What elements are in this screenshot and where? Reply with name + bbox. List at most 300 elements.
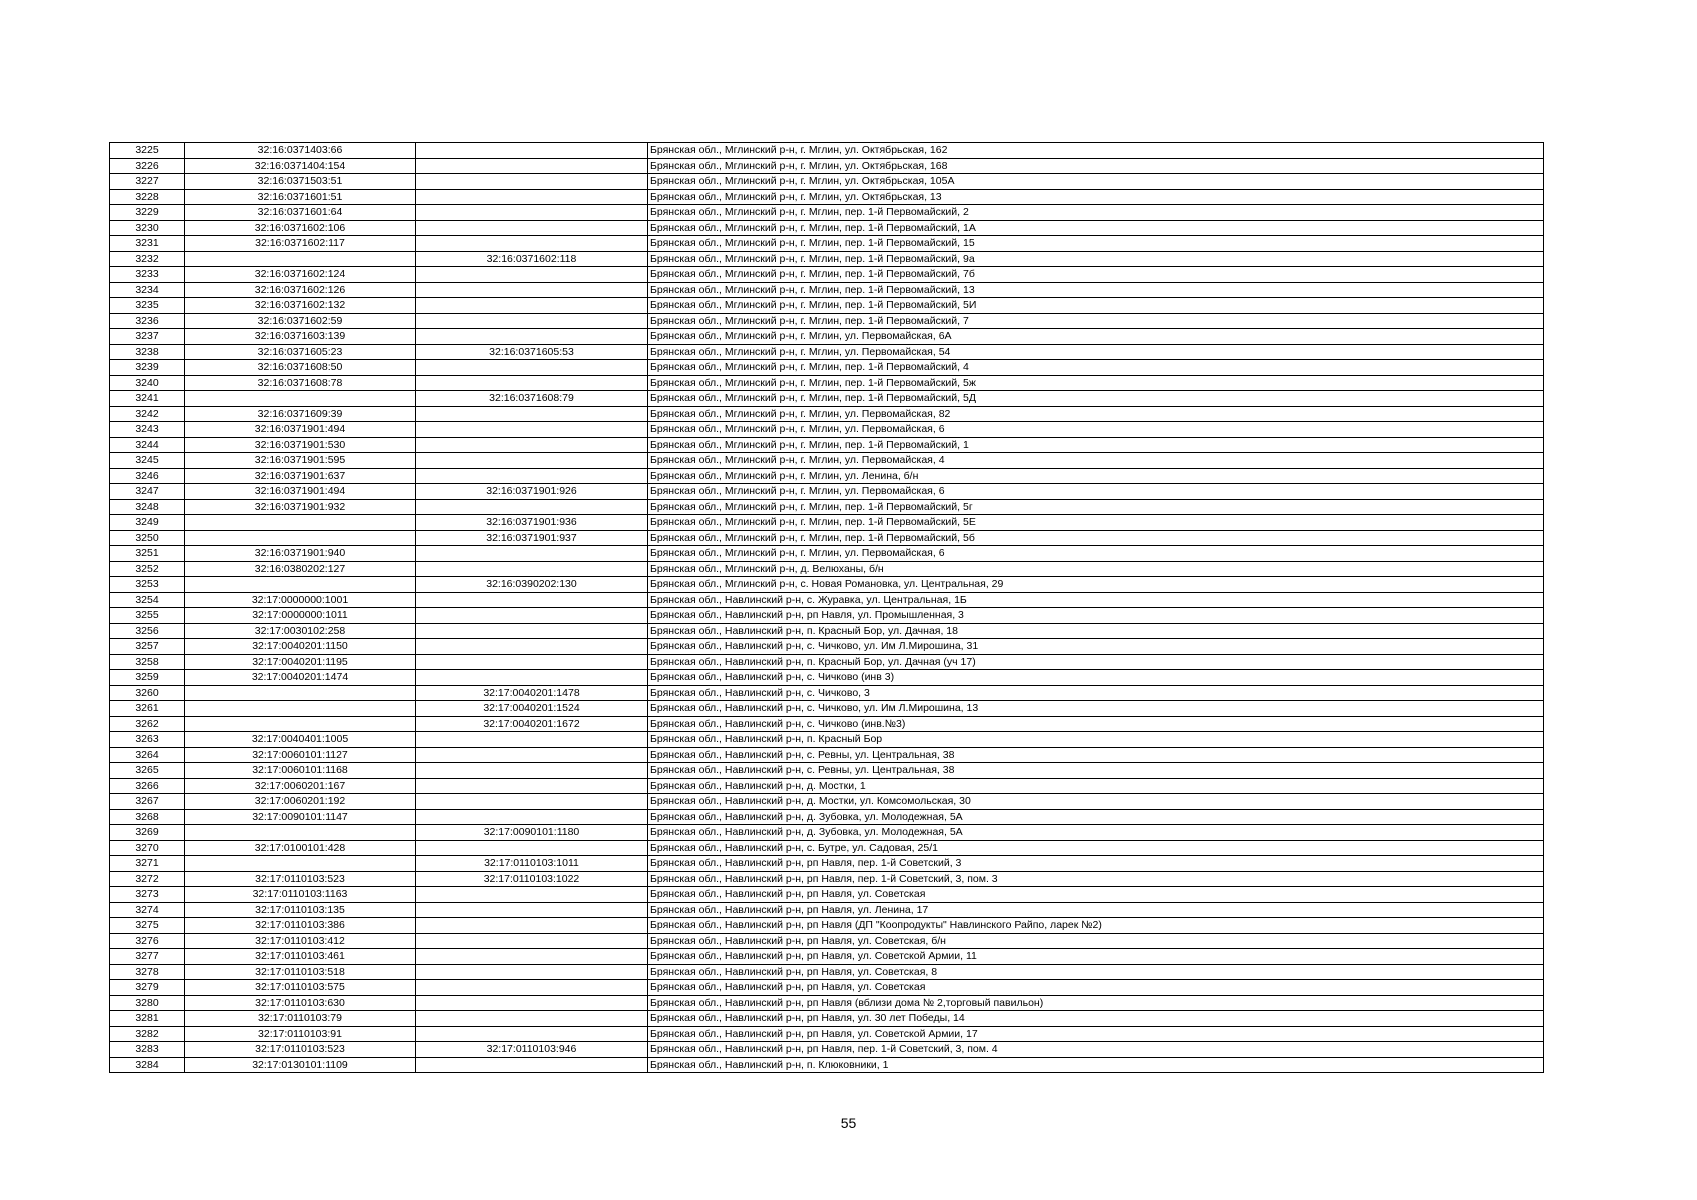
table-row [110, 360, 1544, 376]
row-number-cell: 3252 [110, 561, 185, 577]
cadastral-number-cell [185, 856, 416, 872]
row-number-cell: 3239 [110, 360, 185, 376]
cadastral-number-2-cell: 32:16:0371605:53 [416, 344, 648, 360]
cadastral-number-cell: 32:16:0371901:940 [185, 546, 416, 562]
cadastral-number-2-cell: 32:17:0110103:946 [416, 1042, 648, 1058]
cadastral-number-cell: 32:17:0110103:518 [185, 964, 416, 980]
address-cell: Брянская обл., Навлинский р-н, с. Чичково, 3 [648, 685, 1544, 701]
cadastral-number-cell: 32:16:0371602:59 [185, 313, 416, 329]
row-number-cell: 3267 [110, 794, 185, 810]
cadastral-number-cell [185, 577, 416, 593]
cadastral-number-cell: 32:17:0040201:1195 [185, 654, 416, 670]
table-row [110, 453, 1544, 469]
cadastral-number-2-cell [416, 964, 648, 980]
address-cell: Брянская обл., Навлинский р-н, д. Зубовка, ул. Молодежная, 5А [648, 809, 1544, 825]
cadastral-number-cell: 32:16:0371503:51 [185, 174, 416, 190]
table-row [110, 995, 1544, 1011]
address-cell: Брянская обл., Навлинский р-н, рп Навля, ул. Советская [648, 887, 1544, 903]
cadastral-number-cell: 32:17:0100101:428 [185, 840, 416, 856]
cadastral-number-cell: 32:17:0060201:192 [185, 794, 416, 810]
row-number-cell: 3237 [110, 329, 185, 345]
cadastral-number-2-cell [416, 933, 648, 949]
address-cell: Брянская обл., Навлинский р-н, д. Мостки, ул. Комсомольская, 30 [648, 794, 1544, 810]
table-row [110, 623, 1544, 639]
row-number-cell: 3231 [110, 236, 185, 252]
table-row [110, 964, 1544, 980]
cadastral-number-cell: 32:17:0110103:523 [185, 871, 416, 887]
cadastral-number-cell: 32:17:0040201:1474 [185, 670, 416, 686]
address-cell: Брянская обл., Мглинский р-н, с. Новая Романовка, ул. Центральная, 29 [648, 577, 1544, 593]
address-cell: Брянская обл., Мглинский р-н, г. Мглин, ул. Октябрьская, 168 [648, 158, 1544, 174]
cadastral-number-2-cell [416, 453, 648, 469]
row-number-cell: 3281 [110, 1011, 185, 1027]
cadastral-number-2-cell [416, 623, 648, 639]
table-row [110, 546, 1544, 562]
table-row [110, 685, 1544, 701]
address-cell: Брянская обл., Навлинский р-н, рп Навля, ул. 30 лет Победы, 14 [648, 1011, 1544, 1027]
address-cell: Брянская обл., Навлинский р-н, с. Ревны, ул. Центральная, 38 [648, 747, 1544, 763]
cadastral-number-2-cell [416, 561, 648, 577]
cadastral-number-2-cell [416, 375, 648, 391]
page-number: 55 [840, 1115, 857, 1131]
cadastral-number-2-cell: 32:17:0110103:1011 [416, 856, 648, 872]
address-cell: Брянская обл., Мглинский р-н, г. Мглин, ул. Октябрьская, 13 [648, 189, 1544, 205]
row-number-cell: 3227 [110, 174, 185, 190]
cadastral-number-2-cell: 32:17:0040201:1524 [416, 701, 648, 717]
table-row [110, 313, 1544, 329]
address-cell: Брянская обл., Мглинский р-н, г. Мглин, ул. Первомайская, 4 [648, 453, 1544, 469]
row-number-cell: 3266 [110, 778, 185, 794]
table-row [110, 499, 1544, 515]
table-row [110, 670, 1544, 686]
cadastral-number-2-cell [416, 267, 648, 283]
table-row [110, 298, 1544, 314]
address-cell: Брянская обл., Навлинский р-н, с. Чичково, ул. Им Л.Мирошина, 13 [648, 701, 1544, 717]
cadastral-number-2-cell [416, 546, 648, 562]
cadastral-number-cell [185, 825, 416, 841]
cadastral-number-cell: 32:16:0371608:78 [185, 375, 416, 391]
cadastral-number-cell: 32:16:0371602:126 [185, 282, 416, 298]
cadastral-number-2-cell [416, 592, 648, 608]
address-cell: Брянская обл., Мглинский р-н, д. Велюханы, б/н [648, 561, 1544, 577]
table-row [110, 174, 1544, 190]
cadastral-number-2-cell [416, 809, 648, 825]
row-number-cell: 3262 [110, 716, 185, 732]
cadastral-number-2-cell [416, 406, 648, 422]
cadastral-number-2-cell [416, 282, 648, 298]
address-cell: Брянская обл., Навлинский р-н, рп Навля, ул. Советская, б/н [648, 933, 1544, 949]
cadastral-number-2-cell [416, 949, 648, 965]
row-number-cell: 3254 [110, 592, 185, 608]
address-cell: Брянская обл., Мглинский р-н, г. Мглин, пер. 1-й Первомайский, 2 [648, 205, 1544, 221]
cadastral-number-cell: 32:17:0000000:1001 [185, 592, 416, 608]
cadastral-number-cell: 32:16:0371901:494 [185, 484, 416, 500]
cadastral-number-cell [185, 685, 416, 701]
address-cell: Брянская обл., Мглинский р-н, г. Мглин, пер. 1-й Первомайский, 5б [648, 530, 1544, 546]
address-cell: Брянская обл., Навлинский р-н, рп Навля, ул. Ленина, 17 [648, 902, 1544, 918]
table-row [110, 747, 1544, 763]
cadastral-number-2-cell [416, 329, 648, 345]
cadastral-number-cell: 32:17:0060201:167 [185, 778, 416, 794]
cadastral-number-2-cell [416, 174, 648, 190]
cadastral-number-2-cell: 32:16:0371901:937 [416, 530, 648, 546]
row-number-cell: 3275 [110, 918, 185, 934]
cadastral-number-2-cell [416, 902, 648, 918]
table-row [110, 267, 1544, 283]
cadastral-number-2-cell: 32:16:0371608:79 [416, 391, 648, 407]
row-number-cell: 3249 [110, 515, 185, 531]
cadastral-number-2-cell: 32:16:0371602:118 [416, 251, 648, 267]
row-number-cell: 3256 [110, 623, 185, 639]
cadastral-number-2-cell [416, 918, 648, 934]
row-number-cell: 3265 [110, 763, 185, 779]
address-cell: Брянская обл., Мглинский р-н, г. Мглин, ул. Первомайская, 82 [648, 406, 1544, 422]
registry-table-body [110, 143, 1544, 1073]
cadastral-number-2-cell: 32:17:0040201:1672 [416, 716, 648, 732]
address-cell: Брянская обл., Навлинский р-н, рп Навля, ул. Советской Армии, 17 [648, 1026, 1544, 1042]
table-row [110, 716, 1544, 732]
cadastral-number-2-cell [416, 778, 648, 794]
address-cell: Брянская обл., Навлинский р-н, с. Чичково (инв.№3) [648, 716, 1544, 732]
cadastral-number-cell [185, 530, 416, 546]
row-number-cell: 3228 [110, 189, 185, 205]
row-number-cell: 3225 [110, 143, 185, 159]
table-row [110, 375, 1544, 391]
row-number-cell: 3269 [110, 825, 185, 841]
address-cell: Брянская обл., Навлинский р-н, д. Мостки, 1 [648, 778, 1544, 794]
table-row [110, 592, 1544, 608]
cadastral-number-cell: 32:17:0060101:1127 [185, 747, 416, 763]
cadastral-number-2-cell [416, 143, 648, 159]
row-number-cell: 3263 [110, 732, 185, 748]
address-cell: Брянская обл., Навлинский р-н, п. Красный Бор, ул. Дачная (уч 17) [648, 654, 1544, 670]
row-number-cell: 3233 [110, 267, 185, 283]
row-number-cell: 3280 [110, 995, 185, 1011]
address-cell: Брянская обл., Мглинский р-н, г. Мглин, ул. Октябрьская, 162 [648, 143, 1544, 159]
table-row [110, 422, 1544, 438]
cadastral-number-cell: 32:16:0371602:117 [185, 236, 416, 252]
table-row [110, 143, 1544, 159]
address-cell: Брянская обл., Мглинский р-н, г. Мглин, пер. 1-й Первомайский, 1 [648, 437, 1544, 453]
address-cell: Брянская обл., Мглинский р-н, г. Мглин, пер. 1-й Первомайский, 5И [648, 298, 1544, 314]
row-number-cell: 3283 [110, 1042, 185, 1058]
cadastral-number-2-cell: 32:17:0090101:1180 [416, 825, 648, 841]
cadastral-number-cell: 32:17:0110103:91 [185, 1026, 416, 1042]
address-cell: Брянская обл., Навлинский р-н, с. Журавка, ул. Центральная, 1Б [648, 592, 1544, 608]
cadastral-number-cell: 32:17:0110103:523 [185, 1042, 416, 1058]
table-row [110, 980, 1544, 996]
cadastral-number-2-cell [416, 980, 648, 996]
row-number-cell: 3276 [110, 933, 185, 949]
table-row [110, 732, 1544, 748]
row-number-cell: 3260 [110, 685, 185, 701]
cadastral-number-cell: 32:16:0371901:932 [185, 499, 416, 515]
table-row [110, 1042, 1544, 1058]
row-number-cell: 3282 [110, 1026, 185, 1042]
row-number-cell: 3248 [110, 499, 185, 515]
address-cell: Брянская обл., Мглинский р-н, г. Мглин, ул. Первомайская, 6 [648, 546, 1544, 562]
cadastral-number-cell: 32:17:0130101:1109 [185, 1057, 416, 1073]
cadastral-number-cell: 32:17:0000000:1011 [185, 608, 416, 624]
cadastral-number-cell: 32:16:0380202:127 [185, 561, 416, 577]
address-cell: Брянская обл., Навлинский р-н, с. Бутре, ул. Садовая, 25/1 [648, 840, 1544, 856]
cadastral-number-2-cell: 32:16:0390202:130 [416, 577, 648, 593]
row-number-cell: 3241 [110, 391, 185, 407]
row-number-cell: 3279 [110, 980, 185, 996]
row-number-cell: 3272 [110, 871, 185, 887]
registry-table [109, 142, 1544, 1073]
row-number-cell: 3234 [110, 282, 185, 298]
row-number-cell: 3247 [110, 484, 185, 500]
address-cell: Брянская обл., Мглинский р-н, г. Мглин, пер. 1-й Первомайский, 15 [648, 236, 1544, 252]
address-cell: Брянская обл., Мглинский р-н, г. Мглин, пер. 1-й Первомайский, 4 [648, 360, 1544, 376]
address-cell: Брянская обл., Навлинский р-н, рп Навля, пер. 1-й Советский, 3, пом. 3 [648, 871, 1544, 887]
address-cell: Брянская обл., Мглинский р-н, г. Мглин, пер. 1-й Первомайский, 1А [648, 220, 1544, 236]
table-row [110, 794, 1544, 810]
address-cell: Брянская обл., Мглинский р-н, г. Мглин, ул. Первомайская, 6 [648, 484, 1544, 500]
cadastral-number-cell: 32:16:0371601:64 [185, 205, 416, 221]
cadastral-number-2-cell [416, 189, 648, 205]
cadastral-number-2-cell [416, 205, 648, 221]
row-number-cell: 3250 [110, 530, 185, 546]
table-row [110, 871, 1544, 887]
cadastral-number-2-cell [416, 158, 648, 174]
cadastral-number-2-cell [416, 840, 648, 856]
cadastral-number-cell: 32:16:0371609:39 [185, 406, 416, 422]
address-cell: Брянская обл., Навлинский р-н, рп Навля, ул. Советская, 8 [648, 964, 1544, 980]
table-row [110, 654, 1544, 670]
cadastral-number-cell: 32:16:0371901:494 [185, 422, 416, 438]
cadastral-number-cell: 32:17:0110103:386 [185, 918, 416, 934]
cadastral-number-2-cell [416, 654, 648, 670]
row-number-cell: 3226 [110, 158, 185, 174]
row-number-cell: 3268 [110, 809, 185, 825]
table-row [110, 530, 1544, 546]
row-number-cell: 3240 [110, 375, 185, 391]
cadastral-number-2-cell [416, 220, 648, 236]
row-number-cell: 3261 [110, 701, 185, 717]
row-number-cell: 3271 [110, 856, 185, 872]
address-cell: Брянская обл., Навлинский р-н, п. Красный Бор, ул. Дачная, 18 [648, 623, 1544, 639]
address-cell: Брянская обл., Навлинский р-н, п. Клюковники, 1 [648, 1057, 1544, 1073]
address-cell: Брянская обл., Навлинский р-н, с. Чичково (инв 3) [648, 670, 1544, 686]
address-cell: Брянская обл., Мглинский р-н, г. Мглин, пер. 1-й Первомайский, 5ж [648, 375, 1544, 391]
cadastral-number-cell: 32:17:0040201:1150 [185, 639, 416, 655]
address-cell: Брянская обл., Мглинский р-н, г. Мглин, пер. 1-й Первомайский, 7б [648, 267, 1544, 283]
row-number-cell: 3251 [110, 546, 185, 562]
table-row [110, 856, 1544, 872]
row-number-cell: 3257 [110, 639, 185, 655]
table-row [110, 949, 1544, 965]
address-cell: Брянская обл., Навлинский р-н, рп Навля, пер. 1-й Советский, 3, пом. 4 [648, 1042, 1544, 1058]
cadastral-number-cell: 32:16:0371602:132 [185, 298, 416, 314]
address-cell: Брянская обл., Мглинский р-н, г. Мглин, ул. Первомайская, 6 [648, 422, 1544, 438]
address-cell: Брянская обл., Навлинский р-н, с. Ревны, ул. Центральная, 38 [648, 763, 1544, 779]
table-row [110, 825, 1544, 841]
table-row [110, 205, 1544, 221]
cadastral-number-cell [185, 391, 416, 407]
row-number-cell: 3244 [110, 437, 185, 453]
cadastral-number-cell: 32:16:0371602:124 [185, 267, 416, 283]
cadastral-number-cell: 32:16:0371403:66 [185, 143, 416, 159]
address-cell: Брянская обл., Навлинский р-н, рп Навля (вблизи дома № 2,торговый павильон) [648, 995, 1544, 1011]
table-row [110, 701, 1544, 717]
cadastral-number-cell: 32:17:0030102:258 [185, 623, 416, 639]
address-cell: Брянская обл., Навлинский р-н, рп Навля, ул. Советская [648, 980, 1544, 996]
row-number-cell: 3243 [110, 422, 185, 438]
cadastral-number-cell: 32:17:0110103:135 [185, 902, 416, 918]
cadastral-number-cell [185, 716, 416, 732]
cadastral-number-cell: 32:17:0040401:1005 [185, 732, 416, 748]
cadastral-number-2-cell [416, 298, 648, 314]
address-cell: Брянская обл., Навлинский р-н, рп Навля, пер. 1-й Советский, 3 [648, 856, 1544, 872]
row-number-cell: 3230 [110, 220, 185, 236]
table-row [110, 329, 1544, 345]
address-cell: Брянская обл., Мглинский р-н, г. Мглин, ул. Октябрьская, 105А [648, 174, 1544, 190]
row-number-cell: 3245 [110, 453, 185, 469]
row-number-cell: 3277 [110, 949, 185, 965]
table-row [110, 391, 1544, 407]
table-row [110, 887, 1544, 903]
row-number-cell: 3246 [110, 468, 185, 484]
address-cell: Брянская обл., Мглинский р-н, г. Мглин, пер. 1-й Первомайский, 13 [648, 282, 1544, 298]
row-number-cell: 3264 [110, 747, 185, 763]
cadastral-number-2-cell [416, 747, 648, 763]
cadastral-number-cell: 32:16:0371608:50 [185, 360, 416, 376]
cadastral-number-2-cell [416, 1011, 648, 1027]
table-row [110, 918, 1544, 934]
cadastral-number-cell: 32:16:0371605:23 [185, 344, 416, 360]
row-number-cell: 3273 [110, 887, 185, 903]
row-number-cell: 3274 [110, 902, 185, 918]
cadastral-number-cell: 32:16:0371603:139 [185, 329, 416, 345]
table-row [110, 1011, 1544, 1027]
cadastral-number-cell: 32:17:0110103:461 [185, 949, 416, 965]
cadastral-number-cell: 32:17:0110103:412 [185, 933, 416, 949]
cadastral-number-cell: 32:17:0110103:575 [185, 980, 416, 996]
table-row [110, 902, 1544, 918]
table-row [110, 515, 1544, 531]
address-cell: Брянская обл., Навлинский р-н, рп Навля (ДП "Коопродукты" Навлинского Райпо, ларек №2) [648, 918, 1544, 934]
table-row [110, 561, 1544, 577]
row-number-cell: 3255 [110, 608, 185, 624]
address-cell: Брянская обл., Мглинский р-н, г. Мглин, ул. Первомайская, 54 [648, 344, 1544, 360]
table-row [110, 608, 1544, 624]
cadastral-number-2-cell [416, 887, 648, 903]
address-cell: Брянская обл., Мглинский р-н, г. Мглин, пер. 1-й Первомайский, 5Д [648, 391, 1544, 407]
table-row [110, 778, 1544, 794]
table-row [110, 220, 1544, 236]
row-number-cell: 3278 [110, 964, 185, 980]
table-row [110, 344, 1544, 360]
table-row [110, 189, 1544, 205]
cadastral-number-2-cell [416, 1057, 648, 1073]
table-row [110, 1026, 1544, 1042]
table-row [110, 158, 1544, 174]
cadastral-number-cell: 32:16:0371901:595 [185, 453, 416, 469]
cadastral-number-cell: 32:16:0371404:154 [185, 158, 416, 174]
address-cell: Брянская обл., Мглинский р-н, г. Мглин, ул. Ленина, б/н [648, 468, 1544, 484]
cadastral-number-2-cell [416, 499, 648, 515]
cadastral-number-2-cell [416, 468, 648, 484]
cadastral-number-cell: 32:17:0110103:630 [185, 995, 416, 1011]
row-number-cell: 3259 [110, 670, 185, 686]
cadastral-number-2-cell [416, 422, 648, 438]
cadastral-number-2-cell [416, 794, 648, 810]
table-row [110, 840, 1544, 856]
cadastral-number-2-cell [416, 639, 648, 655]
cadastral-number-2-cell [416, 670, 648, 686]
table-row [110, 933, 1544, 949]
table-row [110, 577, 1544, 593]
cadastral-number-cell: 32:17:0110103:79 [185, 1011, 416, 1027]
table-row [110, 437, 1544, 453]
table-row [110, 484, 1544, 500]
cadastral-number-2-cell [416, 1026, 648, 1042]
address-cell: Брянская обл., Навлинский р-н, рп Навля, ул. Советской Армии, 11 [648, 949, 1544, 965]
cadastral-number-2-cell [416, 995, 648, 1011]
cadastral-number-2-cell [416, 608, 648, 624]
row-number-cell: 3258 [110, 654, 185, 670]
cadastral-number-2-cell [416, 360, 648, 376]
row-number-cell: 3236 [110, 313, 185, 329]
address-cell: Брянская обл., Мглинский р-н, г. Мглин, пер. 1-й Первомайский, 5г [648, 499, 1544, 515]
cadastral-number-cell [185, 515, 416, 531]
cadastral-number-2-cell: 32:16:0371901:926 [416, 484, 648, 500]
cadastral-number-cell: 32:16:0371601:51 [185, 189, 416, 205]
cadastral-number-cell: 32:17:0090101:1147 [185, 809, 416, 825]
address-cell: Брянская обл., Навлинский р-н, рп Навля, ул. Промышленная, 3 [648, 608, 1544, 624]
table-row [110, 763, 1544, 779]
row-number-cell: 3284 [110, 1057, 185, 1073]
address-cell: Брянская обл., Навлинский р-н, п. Красный Бор [648, 732, 1544, 748]
cadastral-number-cell [185, 701, 416, 717]
cadastral-number-cell [185, 251, 416, 267]
cadastral-number-2-cell [416, 437, 648, 453]
cadastral-number-cell: 32:17:0060101:1168 [185, 763, 416, 779]
cadastral-number-2-cell: 32:16:0371901:936 [416, 515, 648, 531]
address-cell: Брянская обл., Мглинский р-н, г. Мглин, ул. Первомайская, 6А [648, 329, 1544, 345]
cadastral-number-cell: 32:16:0371901:637 [185, 468, 416, 484]
cadastral-number-2-cell: 32:17:0110103:1022 [416, 871, 648, 887]
cadastral-number-2-cell: 32:17:0040201:1478 [416, 685, 648, 701]
row-number-cell: 3253 [110, 577, 185, 593]
address-cell: Брянская обл., Мглинский р-н, г. Мглин, пер. 1-й Первомайский, 5Е [648, 515, 1544, 531]
table-row [110, 468, 1544, 484]
address-cell: Брянская обл., Навлинский р-н, д. Зубовка, ул. Молодежная, 5А [648, 825, 1544, 841]
cadastral-number-cell: 32:16:0371602:106 [185, 220, 416, 236]
cadastral-number-2-cell [416, 236, 648, 252]
row-number-cell: 3270 [110, 840, 185, 856]
table-row [110, 406, 1544, 422]
row-number-cell: 3242 [110, 406, 185, 422]
table-row [110, 251, 1544, 267]
table-row [110, 236, 1544, 252]
table-row [110, 639, 1544, 655]
cadastral-number-cell: 32:17:0110103:1163 [185, 887, 416, 903]
address-cell: Брянская обл., Навлинский р-н, с. Чичково, ул. Им Л.Мирошина, 31 [648, 639, 1544, 655]
cadastral-number-2-cell [416, 763, 648, 779]
table-row [110, 809, 1544, 825]
row-number-cell: 3229 [110, 205, 185, 221]
row-number-cell: 3238 [110, 344, 185, 360]
cadastral-number-cell: 32:16:0371901:530 [185, 437, 416, 453]
row-number-cell: 3232 [110, 251, 185, 267]
row-number-cell: 3235 [110, 298, 185, 314]
address-cell: Брянская обл., Мглинский р-н, г. Мглин, пер. 1-й Первомайский, 7 [648, 313, 1544, 329]
cadastral-number-2-cell [416, 313, 648, 329]
table-row [110, 1057, 1544, 1073]
